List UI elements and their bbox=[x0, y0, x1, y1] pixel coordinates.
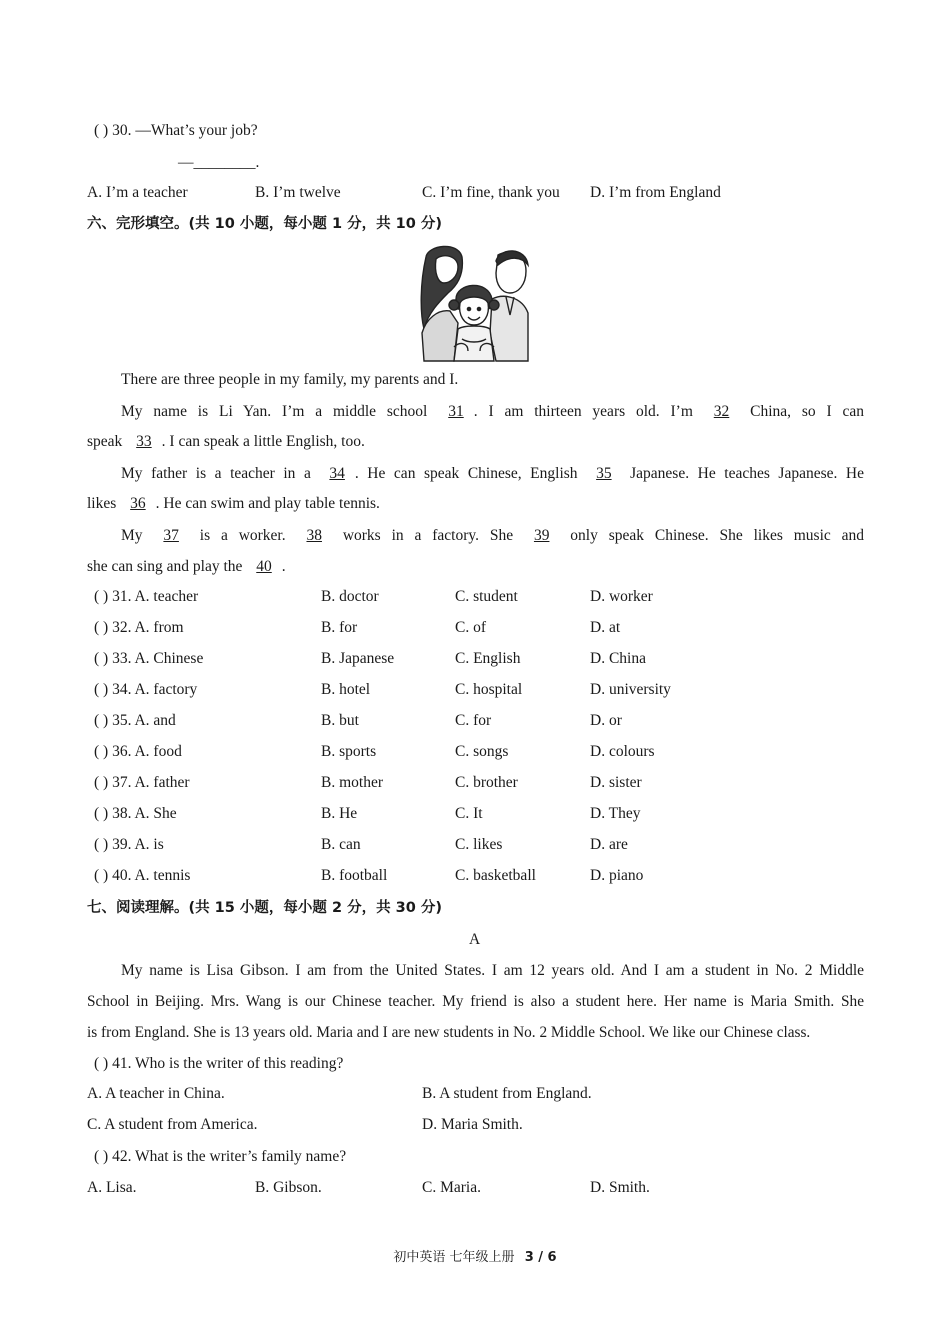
q33-stem: ( ) 33. A. Chinese bbox=[94, 650, 204, 667]
passage-p4-line1 bbox=[87, 520, 864, 551]
p4-text-e: she can sing and play the bbox=[87, 558, 243, 575]
p3-text-e: . He can swim and play table tennis. bbox=[155, 495, 380, 512]
q39-option-d: D. are bbox=[590, 836, 628, 853]
q34-option-d: D. university bbox=[590, 681, 671, 698]
passage-p2-line1 bbox=[87, 396, 864, 427]
p2-text-a: My name is Li Yan. I’m a middle school bbox=[121, 403, 428, 420]
q39-option-b: B. can bbox=[321, 836, 361, 853]
blank-34: 34 bbox=[329, 465, 345, 482]
passage-p1: There are three people in my family, my parents and I. bbox=[121, 371, 459, 388]
blank-38: 38 bbox=[306, 527, 322, 544]
p4-text-c: works in a factory. She bbox=[342, 527, 514, 544]
q30-option-c: C. I’m fine, thank you bbox=[422, 184, 560, 201]
p3-text-c: Japanese. He teaches Japanese. He bbox=[630, 465, 864, 482]
q31-option-d: D. worker bbox=[590, 588, 653, 605]
p4-text-d: only speak Chinese. She likes music and bbox=[570, 527, 865, 544]
q39-stem: ( ) 39. A. is bbox=[94, 836, 164, 853]
section6-heading: 六、完形填空。(共 10 小题，每小题 1 分，共 10 分) bbox=[87, 216, 442, 232]
blank-35: 35 bbox=[596, 465, 612, 482]
q31-option-c: C. student bbox=[455, 588, 518, 605]
q42-option-d: D. Smith. bbox=[590, 1179, 650, 1196]
page-footer bbox=[0, 1246, 950, 1265]
q38-stem: ( ) 38. A. She bbox=[94, 805, 177, 822]
q36-option-d: D. colours bbox=[590, 743, 655, 760]
q36-stem: ( ) 36. A. food bbox=[94, 743, 182, 760]
blank-31: 31 bbox=[448, 403, 464, 420]
q32-option-b: B. for bbox=[321, 619, 358, 636]
q40-stem: ( ) 40. A. tennis bbox=[94, 867, 191, 884]
p4-text-a: My bbox=[121, 527, 143, 544]
q41-option-b: B. A student from England. bbox=[422, 1085, 592, 1102]
q32-option-c: C. of bbox=[455, 619, 486, 636]
q36-option-c: C. songs bbox=[455, 743, 509, 760]
p2-text-d: speak bbox=[87, 433, 123, 450]
p2-text-c: China, so I can bbox=[750, 403, 865, 420]
q42-option-c: C. Maria. bbox=[422, 1179, 481, 1196]
footer-text: 初中英语 七年级上册 bbox=[393, 1250, 515, 1265]
reading-text-1: My name is Lisa Gibson. I am from the United States. I am 12 years old. And I am a student in No. 2 Middle bbox=[121, 962, 864, 979]
q37-option-b: B. mother bbox=[321, 774, 383, 791]
q41-option-a: A. A teacher in China. bbox=[87, 1085, 225, 1102]
q40-option-c: C. basketball bbox=[455, 867, 536, 884]
q34-stem: ( ) 34. A. factory bbox=[94, 681, 198, 698]
q41-option-c: C. A student from America. bbox=[87, 1116, 258, 1133]
reading-passage-line1 bbox=[87, 955, 864, 986]
blank-32: 32 bbox=[713, 403, 730, 420]
page-number: 3 / 6 bbox=[524, 1250, 557, 1265]
q30-option-d: D. I’m from England bbox=[590, 184, 721, 201]
q31-stem: ( ) 31. A. teacher bbox=[94, 588, 199, 605]
q41-option-d: D. Maria Smith. bbox=[422, 1116, 523, 1133]
family-illustration bbox=[418, 243, 530, 363]
q34-option-c: C. hospital bbox=[455, 681, 523, 698]
q30-option-b: B. I’m twelve bbox=[255, 184, 341, 201]
q33-option-d: D. China bbox=[590, 650, 646, 667]
passage-p3-line2 bbox=[87, 494, 380, 514]
q33-option-c: C. English bbox=[455, 650, 521, 667]
q42-stem: ( ) 42. What is the writer’s family name? bbox=[94, 1148, 347, 1165]
reading-passage-line2: School in Beijing. Mrs. Wang is our Chinese teacher. My friend is also a student here. Her name is Maria Smith. She bbox=[87, 993, 864, 1010]
q35-option-c: C. for bbox=[455, 712, 492, 729]
passage-p3-line1 bbox=[87, 458, 864, 489]
q40-option-b: B. football bbox=[321, 867, 388, 884]
q32-option-d: D. at bbox=[590, 619, 621, 636]
blank-37: 37 bbox=[163, 527, 179, 544]
q42-option-b: B. Gibson. bbox=[255, 1179, 322, 1196]
q40-option-d: D. piano bbox=[590, 867, 644, 884]
q38-option-c: C. It bbox=[455, 805, 483, 822]
q30-answer-blank: —________. bbox=[178, 154, 260, 171]
q35-option-d: D. or bbox=[590, 712, 622, 729]
p2-text-e: . I can speak a little English, too. bbox=[161, 433, 365, 450]
q37-option-c: C. brother bbox=[455, 774, 518, 791]
q39-option-c: C. likes bbox=[455, 836, 503, 853]
q38-option-b: B. He bbox=[321, 805, 358, 822]
q31-option-b: B. doctor bbox=[321, 588, 379, 605]
blank-33: 33 bbox=[136, 433, 152, 450]
passage-p4-line2 bbox=[87, 557, 286, 577]
q35-option-b: B. but bbox=[321, 712, 359, 729]
q35-stem: ( ) 35. A. and bbox=[94, 712, 176, 729]
blank-36: 36 bbox=[130, 495, 146, 512]
p4-text-f: . bbox=[281, 558, 286, 575]
q37-option-d: D. sister bbox=[590, 774, 642, 791]
section7-heading: 七、阅读理解。(共 15 小题，每小题 2 分，共 30 分) bbox=[87, 900, 442, 916]
q42-option-a: A. Lisa. bbox=[87, 1179, 137, 1196]
q32-stem: ( ) 32. A. from bbox=[94, 619, 184, 636]
passage-p2-line2 bbox=[87, 432, 365, 452]
p2-text-b: . I am thirteen years old. I’m bbox=[473, 403, 693, 420]
p3-text-a: My father is a teacher in a bbox=[121, 465, 311, 482]
reading-passage-line3: is from England. She is 13 years old. Maria and I are new students in No. 2 Middle School. We like our Chinese class. bbox=[87, 1024, 811, 1041]
q30-stem: ( ) 30. —What’s your job? bbox=[94, 122, 258, 139]
blank-40: 40 bbox=[256, 558, 272, 575]
q34-option-b: B. hotel bbox=[321, 681, 371, 698]
q37-stem: ( ) 37. A. father bbox=[94, 774, 190, 791]
blank-39: 39 bbox=[533, 527, 550, 544]
q30-option-a: A. I’m a teacher bbox=[87, 184, 188, 201]
q41-stem: ( ) 41. Who is the writer of this reading? bbox=[94, 1055, 344, 1072]
q36-option-b: B. sports bbox=[321, 743, 377, 760]
q38-option-d: D. They bbox=[590, 805, 641, 822]
p3-text-b: . He can speak Chinese, English bbox=[354, 465, 578, 482]
reading-part-label: A bbox=[469, 931, 481, 948]
q33-option-b: B. Japanese bbox=[321, 650, 395, 667]
p4-text-b: is a worker. bbox=[199, 527, 286, 544]
p3-text-d: likes bbox=[87, 495, 117, 512]
